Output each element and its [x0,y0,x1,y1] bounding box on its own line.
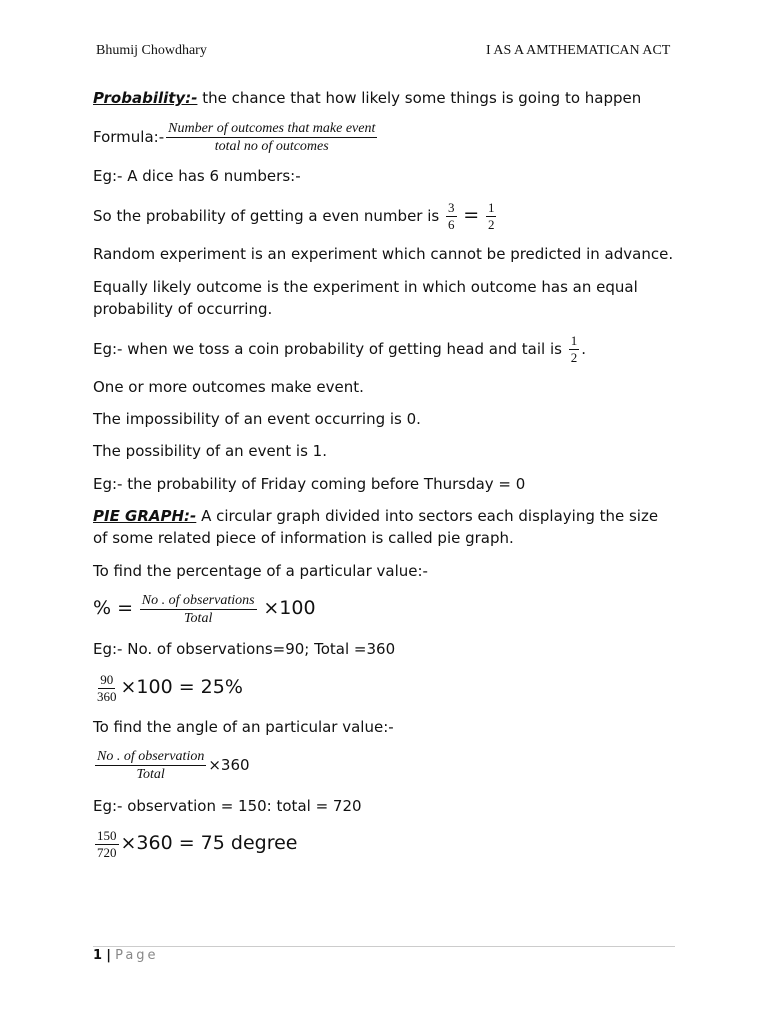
even-num-1: 3 [446,201,457,217]
even-num-2: 1 [486,201,497,217]
angle-fraction [95,749,206,783]
pie-graph-definition-text: A circular graph divided into sectors each displaying the size of some related piece of information is called pie graph. [93,507,659,547]
coin-toss [93,330,586,368]
probability-heading: Probability:- [93,89,198,107]
footer-divider [93,946,675,947]
angle-multiplier: ×360 [208,756,250,774]
friday-example: Eg:- the probability of Friday coming before Thursday = 0 [93,475,526,493]
probability-definition-text: the chance that how likely some things is going to happen [197,89,642,107]
percentage-intro: To find the percentage of a particular value:- [93,562,428,580]
formula-fraction [166,121,377,155]
pie-graph-definition [93,505,673,549]
pie-graph-heading: PIE GRAPH:- [93,507,197,525]
even-number-probability [93,196,498,235]
percentage-calculation [93,668,243,707]
percentage-eg-den: 360 [97,689,117,704]
percentage-eg-fraction [95,673,119,705]
even-fraction-1 [446,201,457,233]
even-text: So the probability of getting a even number is [93,207,440,225]
page-footer [93,948,159,963]
angle-example: Eg:- observation = 150: total = 720 [93,797,362,815]
percent-multiplier: ×100 [263,597,316,619]
impossibility: The impossibility of an event occurring is 0. [93,410,421,428]
formula-numerator: Number of outcomes that make event [166,121,377,138]
equals-sign: = [463,204,480,226]
eg-dice: Eg:- A dice has 6 numbers:- [93,167,301,185]
percentage-eg-result: ×100 = 25% [120,676,243,698]
page-word: Page [115,948,159,963]
header-author: Bhumij Chowdhary [96,43,207,58]
random-experiment: Random experiment is an experiment which cannot be predicted in advance. [93,245,674,263]
angle-eg-num: 150 [95,829,119,845]
percentage-fraction [140,593,257,627]
angle-calculation [93,824,297,863]
percentage-formula [93,588,316,629]
even-fraction-2 [486,201,497,233]
angle-intro: To find the angle of an particular value:- [93,718,394,736]
percent-lhs: % = [93,597,134,619]
page-separator: | [106,948,111,963]
coin-end: . [581,340,586,358]
page-number: 1 [93,948,103,963]
even-den-2: 2 [487,217,495,232]
formula-label: Formula:- [93,128,165,146]
percentage-numerator: No . of observations [140,593,257,610]
probability-formula [93,117,379,157]
possibility: The possibility of an event is 1. [93,442,327,460]
outcomes-event: One or more outcomes make event. [93,378,364,396]
coin-den: 2 [570,350,578,365]
coin-num: 1 [569,334,580,350]
probability-definition [93,87,641,109]
angle-denominator: Total [136,767,165,782]
angle-numerator: No . of observation [95,749,206,766]
coin-text: Eg:- when we toss a coin probability of getting head and tail is [93,340,562,358]
percentage-denominator: Total [184,611,213,626]
angle-eg-den: 720 [97,845,117,860]
formula-denominator: total no of outcomes [214,139,329,154]
percentage-example: Eg:- No. of observations=90; Total =360 [93,640,396,658]
header-title: I AS A AMTHEMATICAN ACT [486,43,671,58]
angle-eg-result: ×360 = 75 degree [120,832,298,854]
coin-fraction [569,334,580,366]
angle-formula [93,745,250,785]
equally-likely: Equally likely outcome is the experiment in which outcome has an equal probability of occurring. [93,278,638,318]
angle-eg-fraction [95,829,119,861]
even-den-1: 6 [448,217,455,232]
percentage-eg-num: 90 [98,673,115,689]
